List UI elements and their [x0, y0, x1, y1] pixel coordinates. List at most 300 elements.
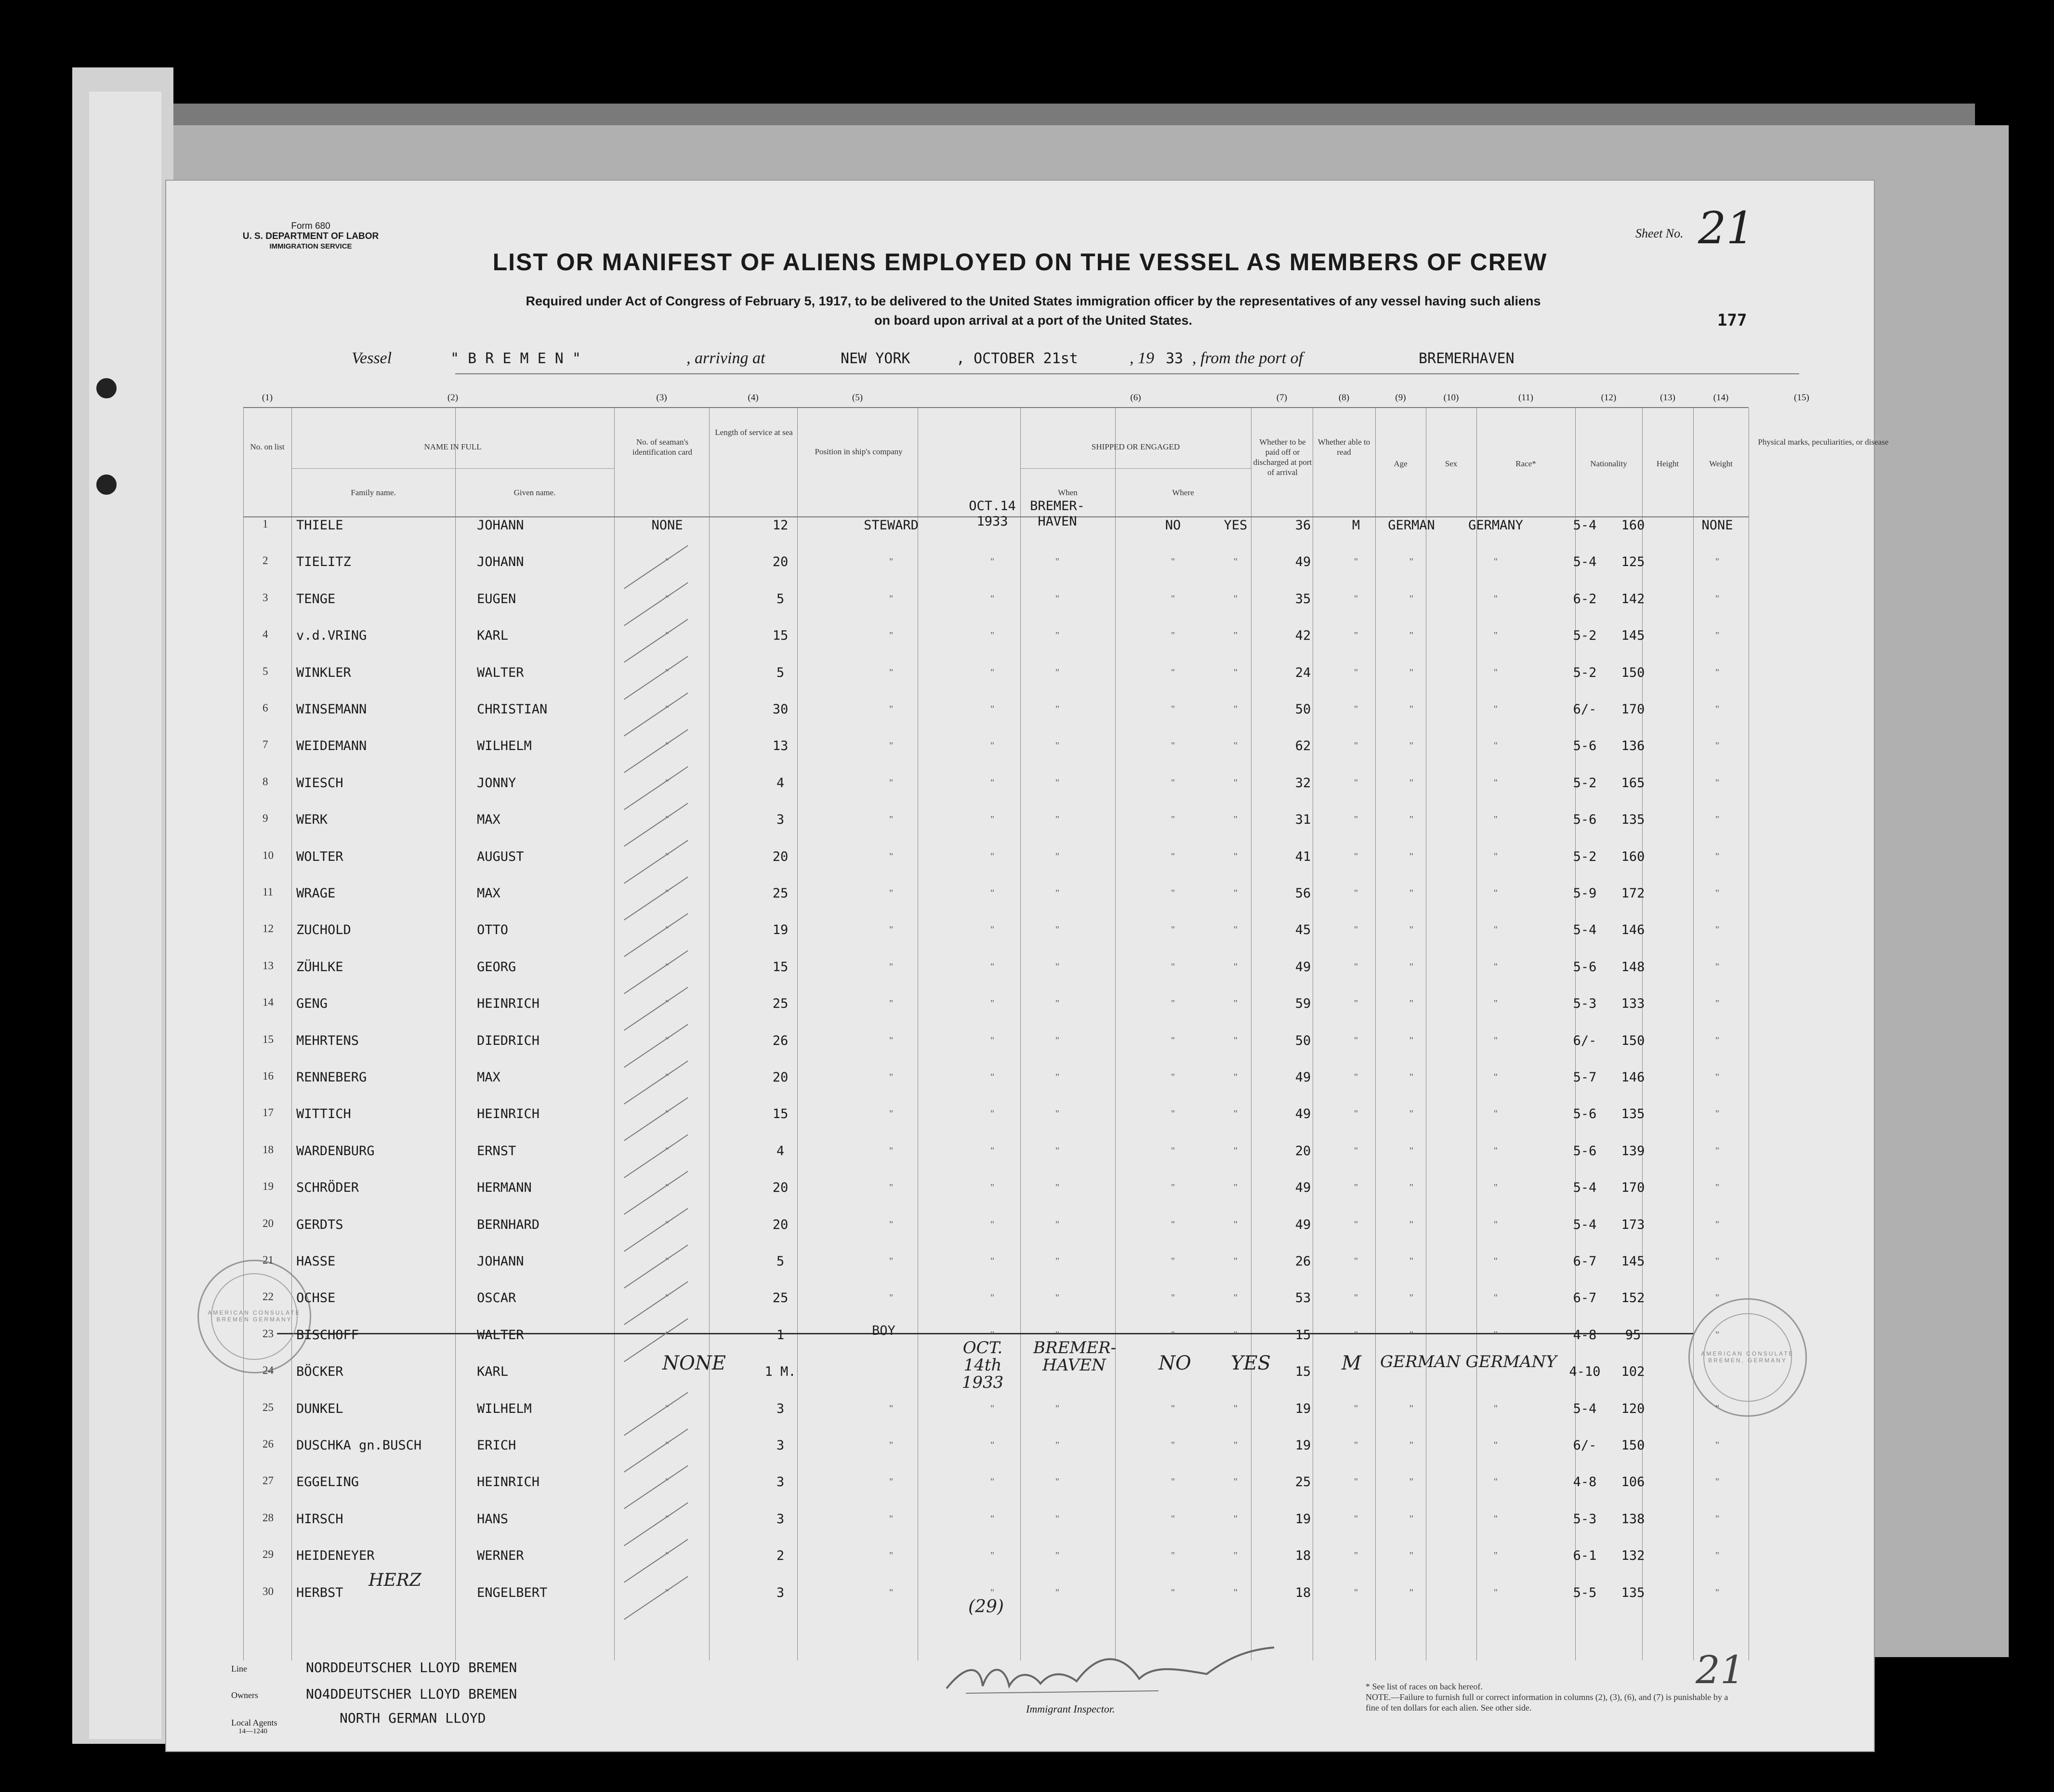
shipped-when-ditto: ": [990, 1108, 995, 1120]
shipped-when-ditto: ": [990, 998, 995, 1009]
age: 50: [1295, 1033, 1311, 1048]
family-name: DUNKEL: [296, 1401, 343, 1416]
weight: 120: [1621, 1401, 1645, 1416]
sex-ditto: ": [1354, 1256, 1358, 1266]
race-footnote: * See list of races on back hereof.: [1366, 1682, 1483, 1691]
shipped-when-ditto: ": [990, 777, 995, 788]
row-number: 13: [263, 959, 274, 972]
able-to-read-ditto: ": [1233, 1108, 1238, 1120]
header-sex: Sex: [1445, 459, 1458, 468]
shipped-where-ditto: ": [1055, 1108, 1060, 1120]
position-ditto: ": [889, 998, 894, 1009]
shipped-when-ditto: ": [990, 1513, 995, 1524]
length-of-service: 20: [772, 554, 789, 570]
shipped-where-ditto: ": [1055, 667, 1060, 678]
nationality-ditto: ": [1493, 593, 1498, 604]
nationality-ditto: ": [1493, 814, 1498, 825]
able-to-read-ditto: ": [1233, 1329, 1238, 1340]
height: 5-2: [1573, 849, 1597, 864]
physical-marks-ditto: ": [1715, 1182, 1720, 1193]
header-age: Age: [1394, 459, 1408, 468]
race-ditto: ": [1409, 1035, 1414, 1046]
able-to-read-ditto: ": [1233, 593, 1238, 604]
arrival-date: , OCTOBER 21st: [956, 350, 1078, 367]
row-number: 5: [263, 665, 268, 677]
consulate-seal: [198, 1260, 311, 1373]
id-card: NONE: [651, 518, 683, 533]
header-subrule: [1020, 468, 1251, 469]
nationality-ditto: ": [1493, 630, 1498, 641]
physical-marks-ditto: ": [1715, 814, 1720, 825]
physical-marks-ditto: ": [1715, 667, 1720, 678]
id-card-ditto: ": [665, 1292, 670, 1304]
id-card-ditto: ": [665, 630, 670, 641]
id-card-ditto: ": [665, 1329, 670, 1340]
race-ditto: ": [1409, 630, 1414, 641]
family-name: HASSE: [296, 1254, 336, 1269]
row-number: 23: [263, 1327, 274, 1340]
page-subtitle: [340, 291, 1727, 330]
nationality-ditto: ": [1493, 961, 1498, 972]
header-given-name: Given name.: [514, 488, 556, 497]
height: 4-8: [1573, 1327, 1597, 1343]
physical-marks-ditto: ": [1715, 1108, 1720, 1120]
paid-off-ditto: ": [1171, 1256, 1175, 1266]
physical-marks-ditto: ": [1715, 1072, 1720, 1082]
given-name: ERNST: [477, 1143, 516, 1159]
length-of-service: 20: [772, 1180, 789, 1196]
paid-off-ditto: ": [1171, 1292, 1175, 1304]
physical-marks-ditto: ": [1715, 1292, 1720, 1304]
family-name: DUSCHKA gn.BUSCH: [296, 1438, 422, 1453]
position-ditto: ": [889, 630, 894, 641]
able-to-read-ditto: ": [1233, 630, 1238, 641]
row-number: 4: [263, 628, 268, 641]
shipped-where-ditto: ": [1055, 1550, 1060, 1561]
nationality-ditto: ": [1493, 1403, 1498, 1414]
age: 49: [1295, 554, 1311, 570]
able-to-read-ditto: ": [1233, 1292, 1238, 1304]
height: 5-6: [1573, 1107, 1597, 1122]
id-card-ditto: ": [665, 1219, 670, 1230]
sex: M: [1352, 518, 1360, 533]
given-name: WERNER: [477, 1548, 524, 1564]
nationality-ditto: ": [1493, 777, 1498, 788]
sex-ditto: ": [1354, 1145, 1358, 1156]
header-paid-off: Whether to be paid off or discharged at port of arrival: [1253, 437, 1312, 477]
sex-ditto: ": [1354, 1292, 1358, 1304]
sex-ditto: ": [1354, 1108, 1358, 1120]
height: 5-9: [1573, 886, 1597, 901]
sheet-number-label: Sheet No.: [1635, 226, 1684, 240]
sex-ditto: ": [1354, 593, 1358, 604]
shipped-where: BREMER- HAVEN: [1030, 499, 1085, 529]
weight: 135: [1621, 1107, 1645, 1122]
sex-ditto: ": [1354, 1403, 1358, 1414]
family-name: BISCHOFF: [296, 1327, 359, 1343]
shipped-when-ditto: ": [990, 1256, 995, 1266]
position-ditto: ": [889, 1550, 894, 1561]
given-name: WALTER: [477, 1327, 524, 1343]
arriving-label: , arriving at: [686, 349, 765, 367]
id-card-ditto: ": [665, 1403, 670, 1414]
given-name: WILHELM: [477, 1401, 532, 1416]
given-name: KARL: [477, 628, 509, 644]
shipped-when-ditto: ": [990, 1476, 995, 1488]
header-where: Where: [1172, 488, 1194, 497]
header-height: Height: [1656, 459, 1679, 468]
race-ditto: ": [1409, 1550, 1414, 1561]
given-name: CHRISTIAN: [477, 702, 548, 717]
sex-ditto: ": [1354, 1587, 1358, 1598]
header-physical-marks: Physical marks, peculiarities, or disease: [1758, 437, 1889, 447]
column-divider: [455, 408, 456, 1660]
age: 19: [1295, 1438, 1311, 1453]
height: 5-2: [1573, 628, 1597, 644]
given-name: ERICH: [477, 1438, 516, 1453]
race-ditto: ": [1409, 1403, 1414, 1414]
position-ditto: ": [889, 851, 894, 862]
weight: 95: [1625, 1327, 1641, 1343]
age: 50: [1295, 702, 1311, 717]
length-of-service: 25: [772, 996, 789, 1012]
sex-ditto: ": [1354, 1513, 1358, 1524]
family-name: SCHRÖDER: [296, 1180, 359, 1196]
sex-ditto: ": [1354, 814, 1358, 825]
able-to-read-ditto: ": [1233, 1587, 1238, 1598]
sex-ditto: ": [1354, 556, 1358, 567]
given-name: WALTER: [477, 665, 524, 680]
able-to-read-ditto: ": [1233, 1182, 1238, 1193]
service-name: IMMIGRATION SERVICE: [269, 242, 352, 250]
able-to-read-ditto: ": [1233, 814, 1238, 825]
physical-marks-ditto: ": [1715, 704, 1720, 714]
manifest-page: [166, 181, 1889, 1751]
given-name: GEORG: [477, 959, 516, 975]
paid-off-ditto: ": [1171, 556, 1175, 567]
nationality-ditto: ": [1493, 924, 1498, 936]
header-length-service: Length of service at sea: [715, 428, 793, 437]
form-code: 14—1240: [238, 1727, 267, 1735]
age: 15: [1295, 1364, 1311, 1380]
binder-pages: [89, 92, 161, 1739]
shipped-when-ditto: ": [990, 593, 995, 604]
sex-ditto: ": [1354, 851, 1358, 862]
race-ditto: ": [1409, 777, 1414, 788]
row-number: 20: [263, 1217, 274, 1229]
handwritten-paid-off: NO: [1159, 1352, 1191, 1374]
height: 6/-: [1573, 1438, 1597, 1453]
height: 6-7: [1573, 1291, 1597, 1306]
length-of-service: 3: [776, 1401, 785, 1416]
length-of-service: 20: [772, 1217, 789, 1232]
sex-ditto: ": [1354, 1440, 1358, 1450]
nationality-ditto: ": [1493, 1329, 1498, 1340]
shipped-where-ditto: ": [1055, 924, 1060, 936]
paid-off-ditto: ": [1171, 1108, 1175, 1120]
position-ditto: ": [889, 961, 894, 972]
shipped-when-ditto: ": [990, 556, 995, 567]
age: 18: [1295, 1585, 1311, 1600]
family-name: HEIDENEYER: [296, 1548, 375, 1564]
sex-ditto: ": [1354, 961, 1358, 972]
id-card-ditto: ": [665, 1550, 670, 1561]
physical-marks-ditto: ": [1715, 777, 1720, 788]
position-ditto: ": [889, 1476, 894, 1488]
paid-off: NO: [1165, 518, 1181, 533]
row-number: 21: [263, 1254, 274, 1266]
weight: 106: [1621, 1475, 1645, 1490]
length-of-service: 20: [772, 1070, 789, 1085]
paid-off-ditto: ": [1171, 1035, 1175, 1046]
id-card-ditto: ": [665, 1035, 670, 1046]
shipped-where-ditto: ": [1055, 1256, 1060, 1266]
height: 5-6: [1573, 812, 1597, 828]
family-name: WINKLER: [296, 665, 351, 680]
weight: 160: [1621, 518, 1645, 533]
agents-value: NORTH GERMAN LLOYD: [340, 1710, 486, 1726]
given-name: ENGELBERT: [477, 1585, 548, 1600]
weight: 145: [1621, 1254, 1645, 1269]
handwritten-correction: HERZ: [369, 1570, 421, 1590]
weight: 133: [1621, 996, 1645, 1012]
nationality-ditto: ": [1493, 1292, 1498, 1304]
position-ditto: ": [889, 1403, 894, 1414]
position-ditto: ": [889, 740, 894, 751]
sex-ditto: ": [1354, 1219, 1358, 1230]
owners-value: NO4DDEUTSCHER LLOYD BREMEN: [306, 1686, 517, 1702]
id-card-ditto: ": [665, 667, 670, 678]
handwritten-count: (29): [968, 1597, 1004, 1617]
nationality-ditto: ": [1493, 1587, 1498, 1598]
shipped-where-ditto: ": [1055, 814, 1060, 825]
shipped-where-ditto: ": [1055, 1292, 1060, 1304]
length-of-service: 12: [772, 518, 789, 533]
column-number: (9): [1395, 393, 1406, 403]
nationality-ditto: ": [1493, 998, 1498, 1009]
column-divider: [243, 408, 244, 1660]
given-name: WILHELM: [477, 738, 532, 754]
able-to-read-ditto: ": [1233, 1256, 1238, 1266]
row-number: 11: [263, 886, 274, 898]
physical-marks-ditto: ": [1715, 593, 1720, 604]
paid-off-ditto: ": [1171, 630, 1175, 641]
handwritten-when: [947, 1339, 1019, 1391]
subtitle-line: Required under Act of Congress of February 5, 1917, to be delivered to the United States immigration officer by the representatives of any vessel having such aliens: [526, 294, 1541, 308]
family-name: GENG: [296, 996, 328, 1012]
length-of-service: 5: [776, 591, 785, 606]
nationality-ditto: ": [1493, 1219, 1498, 1230]
race-ditto: ": [1409, 1329, 1414, 1340]
nationality-ditto: ": [1493, 851, 1498, 862]
paid-off-ditto: ": [1171, 1403, 1175, 1414]
id-card-ditto: ": [665, 1145, 670, 1156]
age: 25: [1295, 1475, 1311, 1490]
age: 20: [1295, 1143, 1311, 1159]
seal-text: AMERICAN CONSULATE BREMEN GERMANY: [208, 1309, 301, 1323]
year-label: , 19: [1130, 349, 1154, 367]
sex-ditto: ": [1354, 704, 1358, 714]
length-of-service: 5: [776, 665, 785, 680]
row-number: 3: [263, 591, 268, 604]
race-ditto: ": [1409, 888, 1414, 898]
position-ditto: ": [889, 888, 894, 898]
column-number: (6): [1130, 393, 1141, 403]
id-card-ditto: ": [665, 1587, 670, 1598]
age: 15: [1295, 1327, 1311, 1343]
nationality-ditto: ": [1493, 1072, 1498, 1082]
paid-off-ditto: ": [1171, 1476, 1175, 1488]
able-to-read-ditto: ": [1233, 1513, 1238, 1524]
able-to-read: YES: [1224, 518, 1248, 533]
handwritten-where-text: BREMER- HAVEN: [1033, 1338, 1117, 1375]
nationality-ditto: ": [1493, 667, 1498, 678]
position-ditto: ": [889, 1440, 894, 1450]
height: 5-4: [1573, 1217, 1597, 1232]
able-to-read-ditto: ": [1233, 704, 1238, 714]
race-ditto: ": [1409, 1219, 1414, 1230]
position-ditto: ": [889, 1256, 894, 1266]
weight: 135: [1621, 1585, 1645, 1600]
shipped-where-ditto: ": [1055, 1145, 1060, 1156]
weight: 146: [1621, 1070, 1645, 1085]
column-number: (8): [1338, 393, 1350, 403]
family-name: WITTICH: [296, 1107, 351, 1122]
race-ditto: ": [1409, 1145, 1414, 1156]
physical-marks-ditto: ": [1715, 1587, 1720, 1598]
shipped-where-ditto: ": [1055, 704, 1060, 714]
column-number: (1): [262, 393, 273, 403]
column-number: (13): [1660, 393, 1675, 403]
row-number: 16: [263, 1070, 274, 1082]
weight: 139: [1621, 1143, 1645, 1159]
position-ditto: ": [889, 1292, 894, 1304]
length-of-service: 15: [772, 628, 789, 644]
nationality-ditto: ": [1493, 704, 1498, 714]
departure-port: BREMERHAVEN: [1419, 350, 1514, 367]
shipped-when-ditto: ": [990, 1219, 995, 1230]
height: 6-7: [1573, 1254, 1597, 1269]
id-card-ditto: ": [665, 740, 670, 751]
shipped-where-ditto: ": [1055, 740, 1060, 751]
given-name: HERMANN: [477, 1180, 532, 1196]
sex-ditto: ": [1354, 1072, 1358, 1082]
row-number: 29: [263, 1548, 274, 1561]
header-shipped-engaged: SHIPPED OR ENGAGED: [1091, 442, 1180, 451]
id-card-ditto: ": [665, 888, 670, 898]
family-name: ZÜHLKE: [296, 959, 343, 975]
able-to-read-ditto: ": [1233, 1440, 1238, 1450]
paid-off-ditto: ": [1171, 1587, 1175, 1598]
race-ditto: ": [1409, 998, 1414, 1009]
family-name: BÖCKER: [296, 1364, 343, 1380]
age: 59: [1295, 996, 1311, 1012]
handwritten-read: YES: [1231, 1352, 1271, 1374]
page-title: LIST OR MANIFEST OF ALIENS EMPLOYED ON THE VESSEL AS MEMBERS OF CREW: [492, 249, 1548, 276]
position-ditto: ": [889, 667, 894, 678]
race-ditto: ": [1409, 1440, 1414, 1450]
paid-off-ditto: ": [1171, 924, 1175, 936]
column-divider: [291, 408, 292, 1660]
able-to-read-ditto: ": [1233, 851, 1238, 862]
weight: 160: [1621, 849, 1645, 864]
agents-label: Local Agents: [231, 1718, 277, 1727]
age: 56: [1295, 886, 1311, 901]
id-card-ditto: ": [665, 1440, 670, 1450]
given-name: OSCAR: [477, 1291, 516, 1306]
race-ditto: ": [1409, 851, 1414, 862]
height: 5-6: [1573, 738, 1597, 754]
race-ditto: ": [1409, 704, 1414, 714]
weight: 165: [1621, 775, 1645, 791]
weight: 142: [1621, 591, 1645, 606]
height: 5-6: [1573, 959, 1597, 975]
age: 49: [1295, 1107, 1311, 1122]
race-ditto: ": [1409, 961, 1414, 972]
height: 6-1: [1573, 1548, 1597, 1564]
age: 41: [1295, 849, 1311, 864]
family-name: HIRSCH: [296, 1511, 343, 1527]
age: 31: [1295, 812, 1311, 828]
nationality-ditto: ": [1493, 1440, 1498, 1450]
given-name: EUGEN: [477, 591, 516, 606]
position-ditto: ": [889, 1219, 894, 1230]
column-number: (3): [656, 393, 667, 403]
family-name: WIESCH: [296, 775, 343, 791]
physical-marks-ditto: ": [1715, 556, 1720, 567]
able-to-read-ditto: ": [1233, 1035, 1238, 1046]
id-card-ditto: ": [665, 1182, 670, 1193]
physical-marks-ditto: ": [1715, 998, 1720, 1009]
sheet-number: 21: [1698, 202, 1755, 254]
row-number: 2: [263, 554, 268, 567]
paid-off-ditto: ": [1171, 740, 1175, 751]
height: 5-4: [1573, 554, 1597, 570]
weight: 150: [1621, 665, 1645, 680]
paid-off-ditto: ": [1171, 1182, 1175, 1193]
shipped-when-ditto: ": [990, 1292, 995, 1304]
sex-ditto: ": [1354, 1035, 1358, 1046]
shipped-where-ditto: ": [1055, 1182, 1060, 1193]
position-ditto: ": [889, 1108, 894, 1120]
given-name: OTTO: [477, 922, 509, 938]
family-name: WEIDEMANN: [296, 738, 367, 754]
shipped-when-ditto: ": [990, 1550, 995, 1561]
arrival-port: NEW YORK: [841, 350, 910, 367]
length-of-service: 26: [772, 1033, 789, 1048]
position-ditto: ": [889, 777, 894, 788]
id-card-ditto: ": [665, 1256, 670, 1266]
physical-marks-ditto: ": [1715, 1256, 1720, 1266]
shipped-where-ditto: ": [1055, 888, 1060, 898]
shipped-where-ditto: ": [1055, 1440, 1060, 1450]
length-of-service: 13: [772, 738, 789, 754]
shipped-when-ditto: ": [990, 924, 995, 936]
weight: 152: [1621, 1291, 1645, 1306]
handwritten-where: [1033, 1339, 1115, 1374]
position-ditto: ": [889, 1182, 894, 1193]
able-to-read-ditto: ": [1233, 1072, 1238, 1082]
shipped-where-ditto: ": [1055, 1587, 1060, 1598]
able-to-read-ditto: ": [1233, 777, 1238, 788]
position-ditto: ": [889, 593, 894, 604]
penalty-note: NOTE.—Failure to furnish full or correct information in columns (2), (3), (6), and (7) is punishable by a fine of ten dollars for each alien. See other side.: [1366, 1692, 1728, 1713]
row-number: 28: [263, 1511, 274, 1524]
handwritten-when-text: OCT. 14th 1933: [961, 1338, 1004, 1392]
physical-marks-ditto: ": [1715, 1550, 1720, 1561]
footnotes: [1366, 1681, 1741, 1713]
nationality-ditto: ": [1493, 556, 1498, 567]
